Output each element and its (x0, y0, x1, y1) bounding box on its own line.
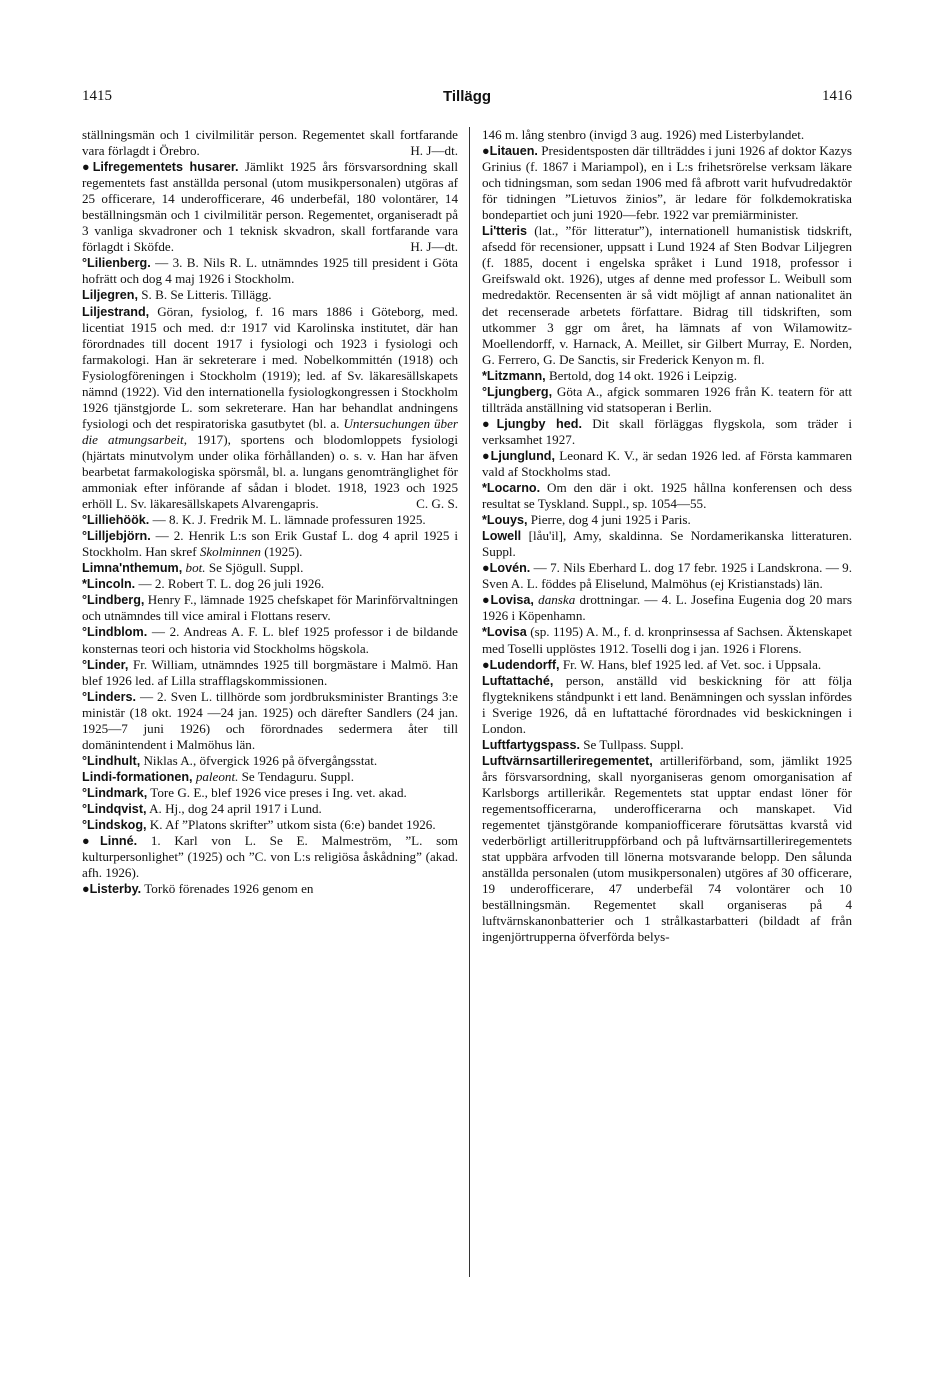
entry (82, 576, 458, 592)
entry-text: (1925). (260, 544, 303, 560)
entry (482, 384, 852, 416)
entry (82, 592, 458, 624)
entry-text: Dit skall förläggas flygskola, som träder i verksamhet 1927. (482, 415, 852, 447)
entry (82, 657, 458, 689)
entry (82, 817, 458, 833)
entry-headword: Luftfartygspass. (482, 737, 580, 752)
entry-headword: *Lincoln. (82, 577, 136, 592)
entry-field-label: paleont. (192, 768, 239, 784)
author-signature: H. J—dt. (410, 239, 458, 255)
entry (82, 560, 458, 576)
entry (482, 143, 852, 223)
entry-text: Leonard K. V., är sedan 1926 led. af Första kammaren vald af Stockholms stad. (482, 447, 852, 479)
entry (482, 448, 852, 480)
entry-text: A. Hj., dog 24 april 1917 i Lund. (146, 800, 322, 816)
entry (482, 624, 852, 656)
entry-headword: Liljestrand, (82, 304, 150, 319)
entry-headword: °Lindskog, (82, 818, 147, 833)
entry-text: Henry F., lämnade 1925 chefskapet för Marinförvaltningen och utnämndes till vice amiral i Flottans reserv. (82, 592, 458, 624)
entry-text: drottningar. — 4. L. Josefina Eugenia dog 20 mars 1926 i Köpenhamn. (482, 592, 852, 624)
entry (82, 753, 458, 769)
entry-headword: ●Litauen. (482, 144, 538, 159)
entry-text: — 2. Robert T. L. dog 26 juli 1926. (135, 576, 325, 592)
entry-headword: *Litzmann, (482, 368, 546, 383)
entry (482, 560, 852, 592)
entry (482, 673, 852, 737)
left-column (82, 127, 458, 897)
entry-text: — 2. Henrik L:s son Erik Gustaf L. dog 4 april 1925 i Stockholm. Han skref (82, 528, 458, 560)
entry (482, 592, 852, 624)
entry-text: — 8. K. J. Fredrik M. L. lämnade professuren 1925. (149, 512, 426, 528)
entry-headword: Limna'nthemum, (82, 561, 183, 576)
entry (482, 223, 852, 367)
entry-text: Pierre, dog 4 juni 1925 i Paris. (527, 512, 691, 528)
entry (482, 127, 852, 143)
entry-text: 146 m. lång stenbro (invigd 3 aug. 1926) med Listerbylandet. (482, 127, 805, 142)
entry (482, 416, 852, 448)
entry-headword: ●Ljunglund, (482, 448, 555, 463)
entry-text: S. B. Se Litteris. Tillägg. (137, 287, 272, 303)
entry-text: Se Tullpass. Suppl. (579, 736, 684, 752)
entry-headword: *Locarno. (482, 481, 541, 496)
entry-field-label: bot. (182, 560, 206, 576)
entry-text: — 2. Andreas A. F. L. blef 1925 professor i de bildande konsternas teori och historia vid Stockholms högskola. (82, 624, 458, 656)
entry (82, 833, 458, 881)
entry-headword: Liljegren, (82, 288, 138, 303)
entry (482, 480, 852, 512)
entry-headword: ●Lifregementets husarer. (82, 160, 239, 175)
entry (82, 785, 458, 801)
entry (482, 528, 852, 560)
entry-text: Tore G. E., blef 1926 vice preses i Ing. vet. akad. (147, 784, 407, 800)
entry-headword: °Linders. (82, 689, 137, 704)
entry (82, 159, 458, 255)
entry (482, 737, 852, 753)
entry-text: — 7. Nils Eberhard L. dog 17 febr. 1925 i Landskrona. — 9. Sven A. L. föddes på Eliselund, Malmöhus (ej Kristianstads) län. (482, 560, 852, 592)
entry (482, 753, 852, 946)
entry-text: (lat., ”för litteratur”), internationell humanistisk tidskrift, afsedd för recensioner, uppsatt i Lund 1924 af Sten Bodvar Liljegren (f. 1885, docent i engelska språket i Lund 1918, professor i Greifswald okt. 1926), utges af denne med professor L. Weibull som medredaktör. Recensenten är så vidt möjligt af annan nationalitet än det recenserade arbetets författare. Bidrag till tidskriften, som utkommer 3 ggr om året, ha lämnats af von Wilamowitz-Moellendorff, v. Harnack, A. Meillet, sir Gilbert Murray, E. Norden, G. Ferrero, G. De Sanctis, sir Frederick Kenyon m. fl. (482, 223, 852, 367)
entry-text: Fr. William, utnämndes 1925 till borgmästare i Malmö. Han blef 1926 led. af Lilla strafflagskommissionen. (82, 656, 458, 688)
entry-headword: Lindi-formationen, (82, 769, 193, 784)
entry (482, 512, 852, 528)
entry-headword: ●Ljungby hed. (482, 416, 582, 431)
entry-text: — 2. Sven L. tillhörde som jordbruksminister Brantings 3:e ministär (18 okt. 1924 —24 jan. 1925) och därefter Sandlers (24 jan. 1925—7 juni 1926) och förordnades sedermera åter till domänintendent i Malmöhus län. (82, 688, 458, 752)
entry (82, 528, 458, 560)
entry-text: Göta A., afgick sommaren 1926 från K. teatern för att tillträda anställning vid statsoperan i Berlin. (482, 383, 852, 415)
entry-text: artilleriförband, som, jämlikt 1925 års försvarsordning, skall nyorganiseras genom omorganisation af Karlsborgs artillerikår. Regementets stat upptar endast löner för regementsofficerarna, underofficerarna och manskapet. Vid regementet tjänstgörande kompaniofficerare förutsättas kvarstå vid vederbörligt artilleritruppförband och på luftvärnsartilleriregementets stat uppbära arfvoden till lönerna motsvarande belopp. Den sålunda anställda personalen (utom musikpersonalen) utgöres af 30 officerare, 19 underofficerare, 47 underbefäl 74 volontärer och 10 beställningsmän. Regementet skall organiseras på 4 luftvärnskanonbatterier och 1 strålkastarbatteri (bildadt af från ingenjörtrupperna öfverförda belys- (482, 752, 852, 945)
entry (82, 512, 458, 528)
right-column (482, 127, 852, 945)
entry-headword: ●Linné. (82, 834, 138, 849)
entry-text: [låu'il], Amy, skaldinna. Se Nordamerikanska litteraturen. Suppl. (482, 528, 852, 560)
entry-text: 1917), sportens och blodomloppets fysiologi (hjärtats minutvolym under olika förhållanden) o. s. v. Han har äfven bearbetat farmakologiska spörsmål, bl. a. lungans genomtränglighet för ammoniak efter införande af sådan i blodet. 1918, 1923 och 1925 erhöll L. Sv. läkaresällskapets Alvarengapris. (82, 431, 458, 512)
entry-headword: °Ljungberg, (482, 384, 553, 399)
entry-text: Se Sjögull. Suppl. (205, 560, 304, 576)
entry-headword: °Lindblom. (82, 625, 148, 640)
entry-headword: °Lindberg, (82, 593, 145, 608)
entry-headword: ●Lovisa, (482, 593, 534, 608)
entry-text: (sp. 1195) A. M., f. d. kronprinsessa af Sachsen. Äktenskapet med Toselli upplöstes 1912. Toselli dog i jan. 1926 i Florens. (482, 624, 852, 656)
entry-text: Torkö förenades 1926 genom en (141, 881, 314, 897)
entry (482, 368, 852, 384)
author-signature: H. J—dt. (410, 143, 458, 159)
entry-headword: ●Ludendorff, (482, 657, 560, 672)
entry-text: Jämlikt 1925 års försvarsordning skall regementets fast anställda personal (utom musikpersonalen) utgöras af 25 officerare, 14 underofficerare, 46 underbefäl, 180 volontärer, 14 beställningsmän och 1 civilmilitär person. Regementet, organiseradt på 3 vanliga skvadroner och 1 teknisk skvadron, skall fortfarande vara förlagdt i Sköfde. (82, 159, 459, 255)
entry-text: Niklas A., öfvergick 1926 på öfvergångsstat. (140, 752, 378, 768)
entry-text: Göran, fysiolog, f. 16 mars 1886 i Göteborg, med. licentiat 1915 och med. d:r 1917 vid Karolinska institutet, där han förordnades till docent 1917 i fysiologi och 1923 i fysiologi och farmakologi. Han är sekreterare i med. Nobelkommittén (1918) och Fysiologföreningen i Stockholm (1919); led. af Sv. läkaresällskapets nämnd (1922). Vid den internationella fysiologkongressen i Stockholm 1926 tjänstgjorde L. som sekreterare. Han har behandlat andningens fysiologi och det respiratoriska gasutbytet (bl. a. (82, 303, 458, 431)
entry-text: Bertold, dog 14 okt. 1926 i Leipzig. (545, 367, 737, 383)
entry (82, 255, 458, 287)
entry-text: Se Tendaguru. Suppl. (238, 768, 354, 784)
entry-text: K. Af ”Platons skrifter” utkom sista (6:e) bandet 1926. (146, 817, 436, 833)
entry-italic-title: Untersuchungen über die atmungsarbeit, (82, 415, 459, 447)
entry (82, 769, 458, 785)
entry-headword: °Lindmark, (82, 785, 148, 800)
entry-text: Presidentsposten där tillträddes i juni 1926 af doktor Kazys Grinius (f. 1867 i Mariampol), en i L:s frihetsrörelse verksam läkare och tidningsman, som sedan 1906 med få afbrott varit hufvudredaktör för tidningen ”Lietuvos žinios”, är ledare för folkdemokratiska bondepartiet och juni 1920—febr. 1922 var premiärminister. (482, 143, 853, 223)
entry-text: Fr. W. Hans, blef 1925 led. af Vet. soc. i Uppsala. (559, 656, 822, 672)
entry-text: Om den där i okt. 1925 hållna konferensen och dess resultat se Tyskland. Suppl., sp. 1054—55. (482, 480, 852, 512)
entry (82, 881, 458, 897)
entry-field-label: danska (533, 592, 576, 608)
entry-headword: Li'tteris (482, 224, 527, 239)
entry-text: ställningsmän och 1 civilmilitär person. Regementet skall fortfarande vara förlagdt i Örebro. (82, 127, 458, 159)
entry-italic-title: Skolminnen (199, 544, 261, 560)
entry-headword: °Linder, (82, 657, 129, 672)
column-divider (469, 127, 470, 1277)
entry-headword: °Lilljebjörn. (82, 529, 151, 544)
entry-headword: Luftattaché, (482, 673, 554, 688)
page-header (82, 88, 852, 108)
entry-headword: *Lovisa (482, 625, 527, 640)
page-title: Tillägg (442, 88, 492, 105)
entry (82, 689, 458, 753)
entry-text: 1. Karl von L. Se E. Malmeström, ”L. som kulturpersonlighet” (1925) och ”C. von L:s religiösa åskådning” (akad. afh. 1926). (82, 833, 458, 881)
entry-headword: °Lilliehöök. (82, 513, 150, 528)
entry (82, 304, 458, 513)
entry (82, 801, 458, 817)
entry-headword: Luftvärnsartilleriregementet, (482, 753, 653, 768)
entry (82, 127, 458, 159)
page-number-right: 1416 (822, 88, 852, 104)
entry (482, 657, 852, 673)
author-signature: C. G. S. (416, 496, 458, 512)
entry-headword: ●Lovén. (482, 561, 531, 576)
page-number-left: 1415 (82, 88, 112, 104)
entry-headword: °Lindhult, (82, 753, 141, 768)
entry-headword: Lowell (482, 529, 522, 544)
entry-headword: *Louys, (482, 513, 528, 528)
entry-text: person, anställd vid beskickning för att följa flygteknikens ståndpunkt i ett land. Benämningen och sysslan infördes i Sverige 1926, då en luftattaché förordnades vid beskickningen i London. (482, 672, 852, 736)
entry-headword: °Lindqvist, (82, 801, 147, 816)
entry (82, 287, 458, 303)
entry-headword: °Lilienberg. (82, 256, 151, 271)
entry-headword: ●Listerby. (82, 882, 142, 897)
entry (82, 624, 458, 656)
entry-text: — 3. B. Nils R. L. utnämndes 1925 till president i Göta hofrätt och dog 4 maj 1926 i Stockholm. (82, 255, 458, 287)
